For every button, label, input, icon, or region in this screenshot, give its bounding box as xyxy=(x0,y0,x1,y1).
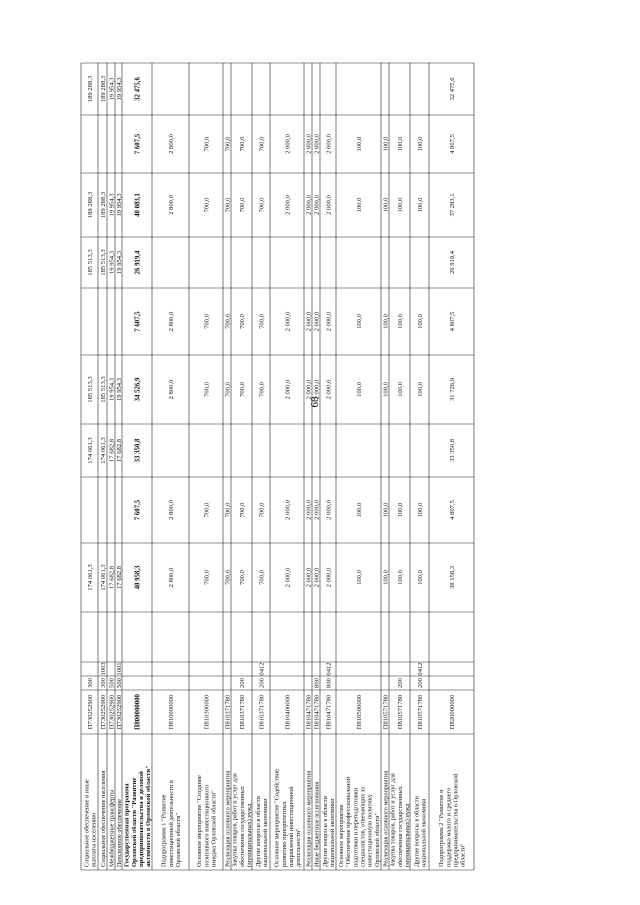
amount-cell: 19 954,3 xyxy=(115,77,123,101)
amount-cell: 100,0 xyxy=(416,570,424,585)
row-code-group: 500 xyxy=(108,678,116,688)
amount-cell: 700,0 xyxy=(203,502,211,518)
amount-cell: 700,0 xyxy=(258,382,266,397)
amount-cell: 700,0 xyxy=(238,136,246,152)
row-code: П730252900 xyxy=(86,694,94,730)
row-description: Основное мероприятие "Содействие xyxy=(273,769,281,867)
amount-cell: 4 807,5 xyxy=(448,500,456,520)
row-code-group: 200 xyxy=(238,678,246,688)
amount-cell: 2 000,0 xyxy=(313,379,321,400)
amount-cell: 7 607,5 xyxy=(134,133,142,155)
amount-cell: 700,0 xyxy=(224,136,232,152)
row-description: Социальное обеспечение и иные xyxy=(83,779,91,867)
row-description: специалистов, отвечающих за xyxy=(359,786,367,867)
amount-cell: 2 000,0 xyxy=(313,567,321,588)
amount-cell: 189 288,3 xyxy=(86,75,94,103)
row-description: позитивного инвестиционного xyxy=(203,784,211,867)
amount-cell: 100,0 xyxy=(396,136,404,152)
amount-cell: 2 000,0 xyxy=(325,379,333,400)
amount-cell: 100,0 xyxy=(355,570,363,585)
amount-cell: 700,0 xyxy=(258,136,266,152)
amount-cell: 700,0 xyxy=(238,502,246,518)
row-code: П810300000 xyxy=(203,694,211,730)
amount-cell: 100,0 xyxy=(416,502,424,518)
amount-cell: 2 800,0 xyxy=(167,134,175,154)
row-code: П810571780 xyxy=(382,694,390,730)
row-code: П810471780 xyxy=(325,694,333,730)
amount-cell: 17 682,8 xyxy=(115,565,123,590)
row-description: Иные бюджетные ассигнования xyxy=(313,781,321,867)
amount-cell: 185 513,3 xyxy=(86,249,94,276)
row-code-section: 0412 xyxy=(258,662,266,676)
amount-cell: 100,0 xyxy=(396,502,404,518)
amount-cell: 4 807,5 xyxy=(448,134,456,154)
amount-cell: 2 000,0 xyxy=(284,567,292,588)
amount-cell: 174 061,3 xyxy=(99,564,107,591)
amount-cell: 37 283,1 xyxy=(448,193,456,217)
amount-cell: 700,0 xyxy=(203,314,211,329)
amount-cell: 700,0 xyxy=(203,570,211,585)
amount-cell: 2 000,0 xyxy=(313,134,321,154)
amount-cell: 2 000,0 xyxy=(325,311,333,332)
row-code: П810400000 xyxy=(284,694,292,730)
row-code: П810571780 xyxy=(416,694,424,730)
row-description: Межбюджетные трансферты xyxy=(108,789,116,867)
row-description: Основное мероприятие "Создание xyxy=(196,775,204,867)
amount-cell: 100,0 xyxy=(355,314,363,329)
amount-cell: 700,0 xyxy=(238,570,246,585)
amount-cell: 100,0 xyxy=(382,197,390,213)
row-description: Закупка товаров, работ и услуг для xyxy=(389,773,397,867)
row-description: Подпрограмма 1 "Развитие xyxy=(160,794,168,867)
row-code: П800000000 xyxy=(134,694,142,730)
amount-cell: 2 000,0 xyxy=(284,500,292,520)
amount-cell: 33 350,8 xyxy=(448,438,456,463)
row-description: Закупка товаров, работ и услуг для xyxy=(231,773,239,867)
amount-cell: 2 000,0 xyxy=(325,567,333,588)
amount-cell: 2 000,0 xyxy=(305,195,313,215)
amount-cell: 185 513,3 xyxy=(86,376,94,403)
amount-cell: 2 800,0 xyxy=(167,195,175,215)
amount-cell: 19 954,3 xyxy=(108,377,116,402)
row-code-section: 1001 xyxy=(115,662,123,676)
row-code-group: 200 xyxy=(416,678,424,688)
amount-cell: 2 000,0 xyxy=(305,500,313,520)
amount-cell: 2 000,0 xyxy=(325,134,333,154)
row-description: Другие вопросы в области xyxy=(321,796,329,867)
row-description: предпринимательства в Орловской xyxy=(452,773,460,867)
row-code-section: 1003 xyxy=(99,662,107,676)
amount-cell: 19 954,3 xyxy=(108,77,116,101)
amount-cell: 189 288,3 xyxy=(99,75,107,103)
row-description: Основное мероприятие xyxy=(337,804,345,867)
amount-cell: 31 726,9 xyxy=(448,377,456,402)
row-description: направлений инвестиционной xyxy=(288,786,295,867)
amount-cell: 17 682,8 xyxy=(108,565,116,590)
amount-cell: 100,0 xyxy=(382,136,390,152)
amount-cell: 174 061,3 xyxy=(86,437,94,464)
amount-cell: 2 000,0 xyxy=(325,195,333,215)
row-description: обеспечения государственных xyxy=(238,786,246,867)
amount-cell: 2 000,0 xyxy=(284,195,292,215)
amount-cell: 700,0 xyxy=(224,382,232,397)
row-code-group: 800 xyxy=(313,678,321,688)
row-description: поддержка малого и среднего xyxy=(445,787,453,867)
amount-cell: 2 800,0 xyxy=(167,500,175,520)
row-code-group: 800 xyxy=(325,678,333,688)
amount-cell: 700,0 xyxy=(238,314,246,329)
row-description: деятельности" xyxy=(295,828,303,867)
row-code: П820000000 xyxy=(448,694,456,730)
row-description: области" xyxy=(459,843,467,867)
row-description: Социальное обеспечение населения xyxy=(99,770,107,867)
amount-cell: 100,0 xyxy=(382,570,390,585)
row-description: "Обеспечение профессиональной xyxy=(345,777,353,867)
row-description: Орловской области "Развитие xyxy=(130,777,138,867)
row-description: Реализация основного мероприятия xyxy=(224,770,232,867)
amount-cell: 700,0 xyxy=(203,382,211,397)
amount-cell: 100,0 xyxy=(396,314,404,329)
amount-cell: 2 000,0 xyxy=(313,311,321,332)
amount-cell: 7 607,5 xyxy=(134,499,142,521)
row-description: инвестиционную политику xyxy=(366,794,374,867)
amount-cell: 7 607,5 xyxy=(134,311,142,332)
row-description: национальной экономики xyxy=(329,798,336,867)
amount-cell: 700,0 xyxy=(203,136,211,152)
amount-cell: 2 000,0 xyxy=(313,195,321,215)
amount-cell: 2 000,0 xyxy=(305,379,313,400)
amount-cell: 700,0 xyxy=(203,197,211,213)
amount-cell: 32 475,6 xyxy=(134,77,142,101)
amount-cell: 189 288,3 xyxy=(86,191,94,219)
row-code: П730252900 xyxy=(108,694,116,730)
amount-cell: 40 083,1 xyxy=(134,193,142,217)
amount-cell: 185 513,3 xyxy=(99,249,107,276)
row-description: национальной экономики xyxy=(420,798,428,867)
amount-cell: 100,0 xyxy=(382,382,390,397)
row-code: П810371780 xyxy=(258,694,266,730)
row-code: П810471780 xyxy=(313,694,321,730)
row-description: подготовки и переподготовки xyxy=(352,787,360,867)
row-code-group: 500 xyxy=(115,678,123,688)
amount-cell: 100,0 xyxy=(416,314,424,329)
amount-cell: 100,0 xyxy=(355,136,363,152)
row-description: национальной экономики xyxy=(262,798,269,867)
row-code: П810000000 xyxy=(167,694,175,730)
amount-cell: 100,0 xyxy=(416,136,424,152)
row-description: развитию приоритетных xyxy=(280,801,288,867)
amount-cell: 100,0 xyxy=(396,382,404,397)
amount-cell: 100,0 xyxy=(382,314,390,329)
row-description: Государственная программа xyxy=(123,783,131,867)
row-code-section: 0412 xyxy=(416,662,424,676)
amount-cell: 38 158,3 xyxy=(448,565,456,590)
amount-cell: 174 061,3 xyxy=(99,437,107,464)
amount-cell: 100,0 xyxy=(396,570,404,585)
amount-cell: 2 000,0 xyxy=(284,311,292,332)
amount-cell: 700,0 xyxy=(224,197,232,213)
row-description: Орловской области" xyxy=(373,812,381,867)
row-code-group: 300 xyxy=(99,678,107,688)
row-description: выплаты населению xyxy=(90,812,98,867)
amount-cell: 26 919,4 xyxy=(134,250,142,275)
row-code-group: 300 xyxy=(86,678,94,688)
amount-cell: 33 350,8 xyxy=(134,438,142,463)
amount-cell: 19 954,3 xyxy=(115,250,123,275)
row-description: Орловской области" xyxy=(175,812,183,867)
row-description: (муниципальных) нужд xyxy=(404,803,412,867)
amount-cell: 2 000,0 xyxy=(284,379,292,400)
amount-cell: 19 954,3 xyxy=(115,193,123,217)
amount-cell: 700,0 xyxy=(238,197,246,213)
row-code: П810500000 xyxy=(355,694,363,730)
amount-cell: 19 954,3 xyxy=(108,250,116,275)
row-description: Пенсионное обеспечение xyxy=(115,799,123,867)
row-description: Подпрограмма 2 "Развитие и xyxy=(438,789,446,867)
amount-cell: 40 958,3 xyxy=(134,565,142,590)
amount-cell: 189 288,3 xyxy=(99,191,107,219)
amount-cell: 700,0 xyxy=(224,314,232,329)
amount-cell: 2 800,0 xyxy=(167,379,175,400)
row-code: П730252900 xyxy=(115,694,123,730)
row-description: Другие вопросы в области xyxy=(254,796,262,867)
amount-cell: 2 000,0 xyxy=(313,500,321,520)
amount-cell: 100,0 xyxy=(382,502,390,518)
amount-cell: 17 682,8 xyxy=(108,438,116,463)
row-code-group: 200 xyxy=(396,678,404,688)
amount-cell: 2 000,0 xyxy=(284,134,292,154)
amount-cell: 700,0 xyxy=(258,314,266,329)
row-code: П810371780 xyxy=(224,694,232,730)
amount-cell: 100,0 xyxy=(355,197,363,213)
amount-cell: 2 800,0 xyxy=(167,567,175,588)
amount-cell: 34 526,9 xyxy=(134,377,142,402)
row-description: Реализация основного мероприятия xyxy=(305,770,313,867)
row-description: инвестиционной деятельности в xyxy=(167,780,175,867)
amount-cell: 100,0 xyxy=(355,382,363,397)
amount-cell: 2 000,0 xyxy=(305,567,313,588)
row-code: П730252900 xyxy=(99,694,107,730)
amount-cell: 4 807,5 xyxy=(448,311,456,332)
amount-cell: 2 000,0 xyxy=(305,134,313,154)
row-code: П810571780 xyxy=(396,694,404,730)
amount-cell: 17 682,8 xyxy=(115,438,123,463)
row-description: предпринимательства и деловой xyxy=(138,771,145,867)
amount-cell: 700,0 xyxy=(258,197,266,213)
row-code: П810371780 xyxy=(238,694,246,730)
amount-cell: 2 800,0 xyxy=(167,311,175,332)
row-description: Другие вопросы в области xyxy=(413,796,421,867)
amount-cell: 100,0 xyxy=(355,502,363,518)
row-description: активности в Орловской области" xyxy=(145,765,153,867)
amount-cell: 32 475,6 xyxy=(448,77,456,101)
amount-cell: 19 954,3 xyxy=(108,193,116,217)
amount-cell: 700,0 xyxy=(258,570,266,585)
page-number: 68 xyxy=(309,396,321,408)
amount-cell: 174 061,3 xyxy=(86,564,94,591)
amount-cell: 100,0 xyxy=(416,197,424,213)
amount-cell: 2 000,0 xyxy=(305,311,313,332)
amount-cell: 700,0 xyxy=(238,382,246,397)
row-code-section: 0412 xyxy=(325,662,333,676)
amount-cell: 700,0 xyxy=(224,570,232,585)
amount-cell: 2 000,0 xyxy=(325,500,333,520)
budget-table xyxy=(81,63,474,870)
amount-cell: 700,0 xyxy=(258,502,266,518)
amount-cell: 26 919,4 xyxy=(448,250,456,275)
amount-cell: 185 513,3 xyxy=(99,376,107,403)
row-code-group: 200 xyxy=(258,678,266,688)
amount-cell: 19 954,3 xyxy=(115,377,123,402)
amount-cell: 700,0 xyxy=(224,502,232,518)
row-description: (муниципальных) нужд xyxy=(246,803,254,867)
row-description: Реализация основного мероприятия xyxy=(382,770,390,867)
amount-cell: 100,0 xyxy=(396,197,404,213)
amount-cell: 100,0 xyxy=(416,382,424,397)
row-code: П810471780 xyxy=(305,694,313,730)
row-description: обеспечения государственных xyxy=(396,786,404,867)
row-description: имиджа Орловской области" xyxy=(210,790,218,867)
